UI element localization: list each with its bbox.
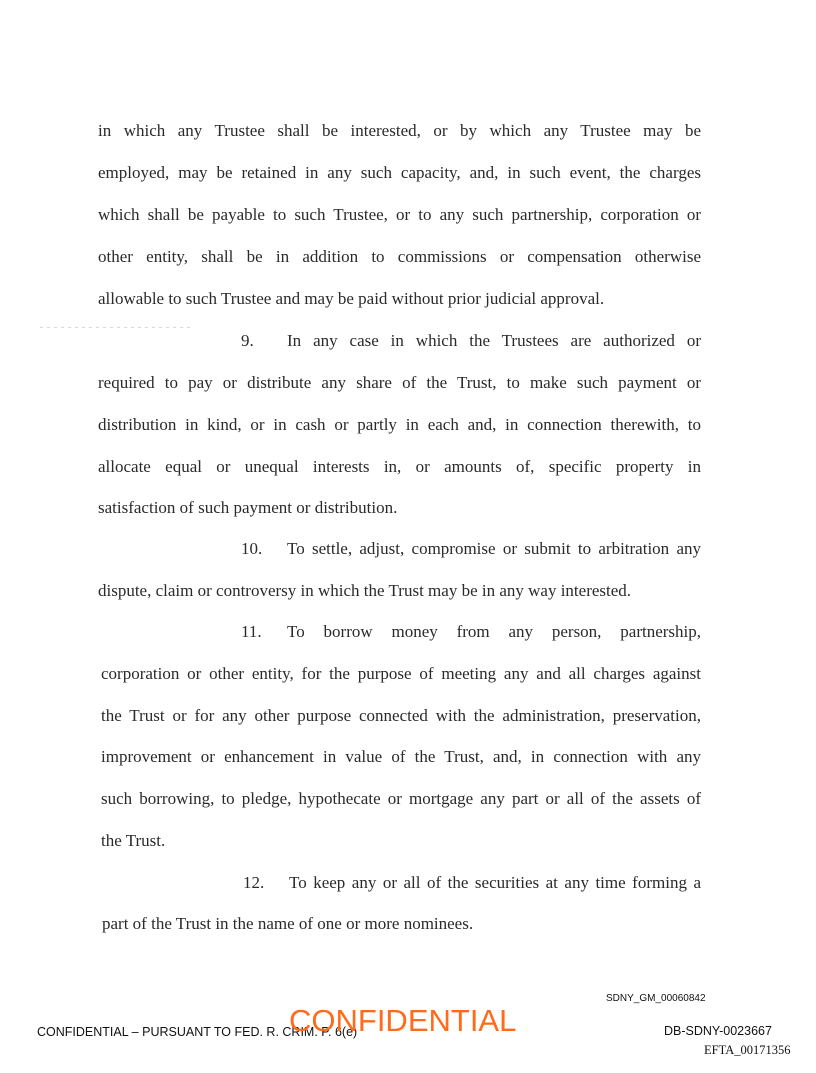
body-line: the Trust or for any other purpose connected with the administration, preservation, — [101, 706, 701, 725]
paragraph-number: 10. — [241, 539, 263, 558]
paragraph-text: To keep any or all of the securities at any time forming a — [289, 873, 701, 892]
body-line: other entity, shall be in addition to commissions or compensation otherwise — [98, 247, 701, 266]
body-line: allocate equal or unequal interests in, or amounts of, specific property in — [98, 457, 701, 476]
scan-artifact — [40, 327, 190, 328]
body-line: which shall be payable to such Trustee, or to any such partnership, corporation or — [98, 205, 701, 224]
body-line: employed, may be retained in any such capacity, and, in such event, the charges — [98, 163, 701, 182]
body-line: satisfaction of such payment or distribution. — [98, 498, 398, 517]
confidential-overlay-stamp: CONFIDENTIAL — [289, 1003, 517, 1038]
bates-stamp-db: DB-SDNY-0023667 — [664, 1024, 772, 1038]
paragraph-first-line — [243, 873, 701, 893]
paragraph-first-line — [241, 539, 701, 559]
paragraph-text: To borrow money from any person, partnership, — [287, 622, 701, 641]
paragraph-number: 9. — [241, 331, 254, 350]
paragraph-number: 12. — [243, 873, 265, 892]
body-line: the Trust. — [101, 831, 166, 850]
body-line: required to pay or distribute any share of the Trust, to make such payment or — [98, 373, 701, 392]
body-line: improvement or enhancement in value of the Trust, and, in connection with any — [101, 747, 701, 766]
paragraph-first-line — [241, 331, 701, 351]
body-line: distribution in kind, or in cash or partly in each and, in connection therewith, to — [98, 415, 701, 434]
body-line: part of the Trust in the name of one or more nominees. — [102, 914, 474, 933]
paragraph-text: In any case in which the Trustees are authorized or — [287, 331, 701, 350]
paragraph-first-line — [241, 622, 701, 642]
body-line: dispute, claim or controversy in which the Trust may be in any way interested. — [98, 581, 632, 600]
paragraph-number: 11. — [241, 622, 262, 641]
bates-stamp-efta: EFTA_00171356 — [704, 1043, 791, 1057]
body-line: corporation or other entity, for the purpose of meeting any and all charges against — [101, 664, 701, 683]
body-line: such borrowing, to pledge, hypothecate or mortgage any part or all of the assets of — [101, 789, 701, 808]
body-line: allowable to such Trustee and may be paid without prior judicial approval. — [98, 289, 605, 308]
bates-stamp-sdny: SDNY_GM_00060842 — [606, 993, 706, 1004]
body-line: in which any Trustee shall be interested, or by which any Trustee may be — [98, 121, 701, 140]
paragraph-text: To settle, adjust, compromise or submit to arbitration any — [287, 539, 701, 558]
confidential-notice: CONFIDENTIAL – PURSUANT TO FED. R. CRIM. P. 6(e) — [37, 1025, 358, 1039]
